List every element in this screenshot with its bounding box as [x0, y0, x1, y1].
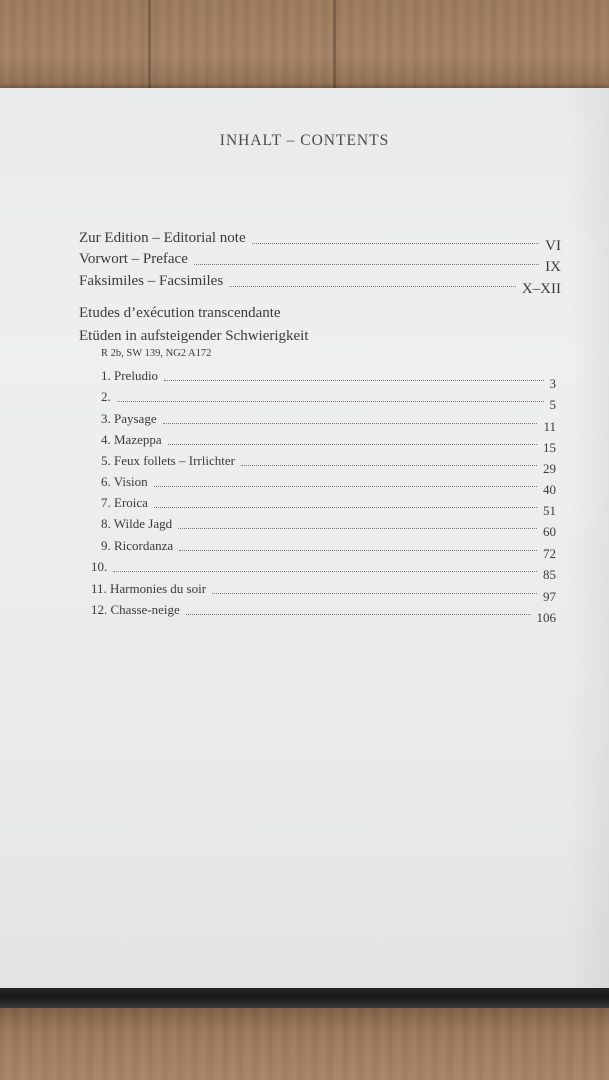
dot-leader: [164, 379, 543, 381]
toc-entry-etude: [91, 559, 556, 582]
toc-entry-page: 72: [543, 546, 556, 561]
dot-leader: [168, 443, 537, 445]
section-title-french: Etudes d’exécution transcendante: [79, 305, 281, 321]
toc-entry-label: 9. Ricordanza: [101, 538, 174, 553]
toc-entry-etude: [91, 581, 556, 604]
toc-entry-label: 11. Harmonies du soir: [91, 581, 207, 596]
toc-entry-page: 11: [543, 419, 556, 434]
toc-entry-etude: [101, 516, 556, 539]
dot-leader: [212, 592, 537, 594]
toc-entry-page: 85: [543, 567, 556, 582]
toc-entry-page: VI: [545, 238, 561, 254]
toc-entry-page: X–XII: [521, 281, 561, 297]
wooden-table-background-top: [0, 0, 609, 92]
toc-entry-etude: [101, 495, 556, 518]
dot-leader: [186, 613, 531, 615]
toc-entry-preface: [79, 251, 561, 275]
dot-leader: [113, 570, 537, 572]
toc-entry-page: 97: [543, 589, 556, 604]
book-page: [0, 88, 609, 988]
toc-entry-facsimiles: [79, 273, 561, 297]
dot-leader: [194, 263, 539, 265]
toc-entry-page: 106: [536, 610, 556, 625]
toc-entry-etude: [101, 474, 556, 497]
toc-entry-label: 4. Mazeppa: [101, 432, 162, 447]
toc-entry-page: 29: [543, 461, 556, 476]
toc-entry-etude: [101, 432, 556, 455]
toc-entry-etude: [91, 602, 556, 625]
toc-entry-label: 8. Wilde Jagd: [101, 516, 173, 531]
toc-entry-etude: [101, 538, 556, 561]
toc-entry-label: 3. Paysage: [101, 411, 157, 426]
toc-entry-etude: [101, 411, 556, 434]
toc-entry-editorial-note: [79, 230, 561, 254]
catalog-numbers: R 2b, SW 139, NG2 A172: [101, 348, 212, 359]
toc-entry-label: Zur Edition – Editorial note: [79, 230, 246, 246]
toc-entry-page: 40: [543, 482, 556, 497]
toc-entry-label: 12. Chasse-neige: [91, 602, 180, 617]
dot-leader: [154, 506, 537, 508]
dot-leader: [241, 464, 537, 466]
toc-entry-page: 5: [549, 397, 556, 412]
toc-entry-label: 2.: [101, 389, 111, 404]
toc-entry-label: 1. Preludio: [101, 368, 159, 383]
toc-entry-page: 3: [549, 376, 556, 391]
section-title-german: Etüden in aufsteigender Schwierigkeit: [79, 328, 309, 344]
page-shadow: [569, 88, 609, 988]
wooden-table-background-bottom: [0, 1000, 609, 1080]
toc-entry-etude: [101, 453, 556, 476]
toc-entry-label: 5. Feux follets – Irrlichter: [101, 453, 235, 468]
toc-entry-label: 6. Vision: [101, 474, 148, 489]
dot-leader: [179, 549, 537, 551]
toc-entry-etude: [101, 389, 556, 412]
toc-entry-label: Faksimiles – Facsimiles: [79, 273, 224, 289]
table-seam: [333, 0, 336, 92]
toc-entry-etude: [101, 368, 556, 391]
toc-entry-page: 15: [543, 440, 556, 455]
toc-entry-label: 10.: [91, 559, 108, 574]
toc-entry-page: 60: [543, 524, 556, 539]
dot-leader: [163, 422, 538, 424]
dot-leader: [117, 400, 544, 402]
toc-entry-page: IX: [545, 259, 561, 275]
table-seam: [148, 0, 151, 92]
dot-leader: [154, 485, 537, 487]
toc-entry-page: 51: [543, 503, 556, 518]
dot-leader: [229, 285, 516, 287]
toc-entry-label: Vorwort – Preface: [79, 251, 188, 267]
dot-leader: [252, 242, 540, 244]
toc-entry-label: 7. Eroica: [101, 495, 148, 510]
page-heading: INHALT – CONTENTS: [219, 132, 390, 149]
dot-leader: [178, 527, 537, 529]
